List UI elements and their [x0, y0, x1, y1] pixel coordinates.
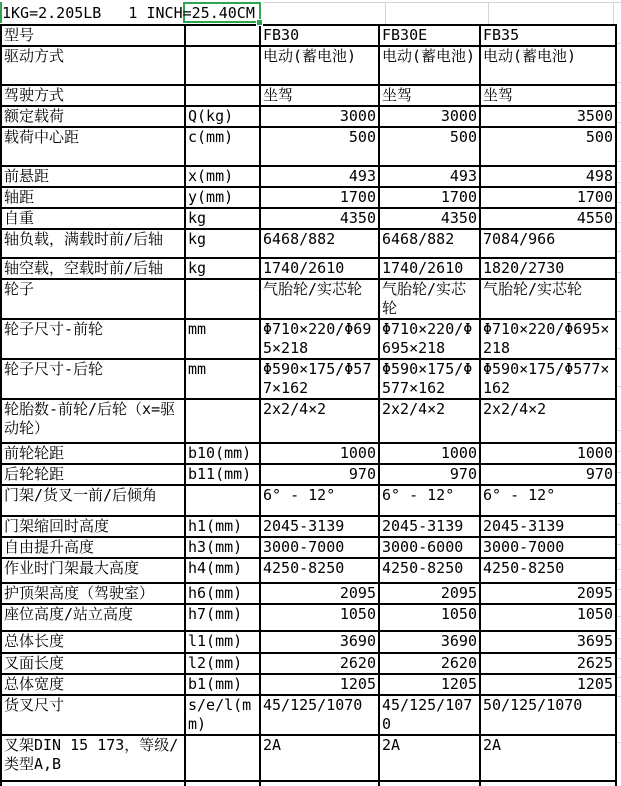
- cell-col-fb30e[interactable]: 4250-8250: [379, 558, 480, 583]
- cell-col-label[interactable]: 总体长度: [1, 631, 185, 653]
- table-row: [1, 208, 616, 229]
- sheet-gridline-v: [385, 2, 386, 24]
- table-row: [1, 604, 616, 631]
- cell-col-symbol[interactable]: [185, 279, 260, 319]
- cell-col-symbol[interactable]: x(mm): [185, 166, 260, 187]
- cell-col-fb30e[interactable]: 970: [379, 464, 480, 485]
- cell-col-label[interactable]: 自重: [1, 208, 185, 229]
- table-row: [1, 583, 616, 604]
- cell-col-fb30e[interactable]: FB30E: [379, 25, 480, 46]
- cell-col-fb30[interactable]: 2x2/4×2: [260, 399, 379, 443]
- cell-col-symbol[interactable]: s/e/l(mm): [185, 695, 260, 735]
- table-row: [1, 229, 616, 258]
- cell-col-symbol[interactable]: c(mm): [185, 127, 260, 166]
- cell-col-symbol[interactable]: b11(mm): [185, 464, 260, 485]
- cell-col-label[interactable]: 座位高度/站立高度: [1, 604, 185, 631]
- cell-col-fb30[interactable]: 3690: [260, 631, 379, 653]
- cell-col-fb30[interactable]: 1700: [260, 187, 379, 208]
- cell-col-fb35[interactable]: 1050: [480, 604, 616, 631]
- table-row: [1, 106, 616, 127]
- cell-col-label[interactable]: 驱动方式: [1, 46, 185, 85]
- cell-col-label[interactable]: 型号: [1, 25, 185, 46]
- cell-col-label[interactable]: 叉面长度: [1, 653, 185, 674]
- table-row: [1, 464, 616, 485]
- cell-col-fb30[interactable]: FB30: [260, 25, 379, 46]
- cell-col-fb30[interactable]: 4350: [260, 208, 379, 229]
- table-row: [1, 674, 616, 695]
- table-row: [1, 258, 616, 279]
- cell-col-fb30e[interactable]: 6468/882: [379, 229, 480, 258]
- cell-col-fb35[interactable]: 2625: [480, 653, 616, 674]
- cell-col-fb35[interactable]: 50/125/1070: [480, 695, 616, 735]
- cell-col-symbol[interactable]: h7(mm): [185, 604, 260, 631]
- cell-col-symbol[interactable]: h1(mm): [185, 516, 260, 537]
- table-row: [1, 359, 616, 399]
- cell-col-fb30[interactable]: Φ590×175/Φ577×162: [260, 359, 379, 399]
- cell-col-fb35[interactable]: 2x2/4×2: [480, 399, 616, 443]
- cell-col-fb30[interactable]: [260, 781, 379, 786]
- table-row: [1, 537, 616, 558]
- cell-col-fb30[interactable]: 500: [260, 127, 379, 166]
- cell-col-fb35[interactable]: 6° - 12°: [480, 485, 616, 516]
- cell-col-fb30[interactable]: 2A: [260, 735, 379, 781]
- cell-col-fb30e[interactable]: 6° - 12°: [379, 485, 480, 516]
- cell-col-fb35[interactable]: 2A: [480, 735, 616, 781]
- cell-col-label[interactable]: 叉架DIN 15 173，等级/类型A,B: [1, 735, 185, 781]
- cell-col-fb30e[interactable]: 2620: [379, 653, 480, 674]
- cell-col-fb30e[interactable]: 4350: [379, 208, 480, 229]
- cell-col-fb30[interactable]: 2095: [260, 583, 379, 604]
- cell-col-fb30e[interactable]: Φ590×175/Φ577×162: [379, 359, 480, 399]
- cell-col-fb35[interactable]: 1820/2730: [480, 258, 616, 279]
- cell-col-label[interactable]: 前悬距: [1, 166, 185, 187]
- cell-col-fb30[interactable]: Φ710×220/Φ695×218: [260, 319, 379, 359]
- cell-col-symbol[interactable]: b1(mm): [185, 674, 260, 695]
- cell-col-label[interactable]: 驾驶方式: [1, 85, 185, 106]
- cell-col-symbol[interactable]: kg: [185, 208, 260, 229]
- cell-col-fb30[interactable]: 2045-3139: [260, 516, 379, 537]
- cell-col-fb30e[interactable]: 45/125/1070: [379, 695, 480, 735]
- cell-col-symbol[interactable]: [185, 46, 260, 85]
- selection-fill-handle[interactable]: [256, 19, 263, 26]
- cell-col-fb35[interactable]: 气胎轮/实芯轮: [480, 279, 616, 319]
- cell-col-symbol[interactable]: mm: [185, 359, 260, 399]
- cell-col-fb30e[interactable]: 3690: [379, 631, 480, 653]
- table-row: [1, 735, 616, 781]
- cell-col-symbol[interactable]: l1(mm): [185, 631, 260, 653]
- cell-col-fb30[interactable]: 493: [260, 166, 379, 187]
- cell-col-fb30[interactable]: 气胎轮/实芯轮: [260, 279, 379, 319]
- sheet-gridline-v: [613, 2, 614, 24]
- cell-col-label[interactable]: 后轮轮距: [1, 464, 185, 485]
- cell-col-fb35[interactable]: 1000: [480, 443, 616, 464]
- cell-col-fb35[interactable]: Φ590×175/Φ577×162: [480, 359, 616, 399]
- cell-col-fb30e[interactable]: 1205: [379, 674, 480, 695]
- cell-col-label[interactable]: 总体宽度: [1, 674, 185, 695]
- cell-col-fb35[interactable]: 3500: [480, 106, 616, 127]
- cell-col-fb30e[interactable]: Φ710×220/Φ695×218: [379, 319, 480, 359]
- cell-col-fb35[interactable]: 498: [480, 166, 616, 187]
- table-row: [1, 85, 616, 106]
- cell-col-fb30e[interactable]: 1700: [379, 187, 480, 208]
- cell-col-fb30[interactable]: 6° - 12°: [260, 485, 379, 516]
- table-row: [1, 399, 616, 443]
- cell-col-symbol[interactable]: [185, 399, 260, 443]
- table-row: [1, 631, 616, 653]
- cell-col-label[interactable]: 门架缩回时高度: [1, 516, 185, 537]
- cell-col-fb30e[interactable]: 电动(蓄电池): [379, 46, 480, 85]
- cell-col-fb30[interactable]: 1000: [260, 443, 379, 464]
- cell-col-label[interactable]: 自由提升高度: [1, 537, 185, 558]
- cell-col-label[interactable]: [1, 781, 185, 786]
- cell-col-fb30e[interactable]: 3000: [379, 106, 480, 127]
- unit-conversion-note[interactable]: 1KG=2.205LB 1 INCH=25.40CM: [2, 4, 255, 22]
- cell-col-fb30e[interactable]: 2095: [379, 583, 480, 604]
- cell-col-symbol[interactable]: [185, 25, 260, 46]
- cell-col-fb35[interactable]: FB35: [480, 25, 616, 46]
- cell-col-fb30e[interactable]: 2045-3139: [379, 516, 480, 537]
- table-row: [1, 516, 616, 537]
- cell-col-symbol[interactable]: [185, 781, 260, 786]
- cell-col-symbol[interactable]: y(mm): [185, 187, 260, 208]
- cell-col-symbol[interactable]: h6(mm): [185, 583, 260, 604]
- cell-col-fb30[interactable]: 电动(蓄电池): [260, 46, 379, 85]
- spec-table: [0, 24, 617, 786]
- cell-col-fb35[interactable]: 7084/966: [480, 229, 616, 258]
- cell-col-label[interactable]: 轴距: [1, 187, 185, 208]
- table-row: [1, 443, 616, 464]
- cell-col-fb30e[interactable]: 气胎轮/实芯轮: [379, 279, 480, 319]
- cell-col-fb30e[interactable]: 1050: [379, 604, 480, 631]
- table-row: [1, 653, 616, 674]
- cell-col-fb35[interactable]: 1205: [480, 674, 616, 695]
- table-row: [1, 46, 616, 85]
- cell-col-fb30[interactable]: 1205: [260, 674, 379, 695]
- cell-col-fb30[interactable]: 坐驾: [260, 85, 379, 106]
- cell-col-fb30[interactable]: 6468/882: [260, 229, 379, 258]
- cell-col-symbol[interactable]: [185, 485, 260, 516]
- cell-col-fb30e[interactable]: 493: [379, 166, 480, 187]
- cell-col-symbol[interactable]: h3(mm): [185, 537, 260, 558]
- cell-col-label[interactable]: 轮胎数-前轮/后轮（x=驱动轮）: [1, 399, 185, 443]
- cell-col-fb30[interactable]: 3000-7000: [260, 537, 379, 558]
- cell-col-fb30[interactable]: 45/125/1070: [260, 695, 379, 735]
- cell-col-fb35[interactable]: 坐驾: [480, 85, 616, 106]
- table-row: [1, 279, 616, 319]
- cell-col-symbol[interactable]: [185, 735, 260, 781]
- cell-col-symbol[interactable]: l2(mm): [185, 653, 260, 674]
- cell-col-label[interactable]: 货叉尺寸: [1, 695, 185, 735]
- cell-col-label[interactable]: 轮子尺寸-后轮: [1, 359, 185, 399]
- cell-col-fb30[interactable]: 970: [260, 464, 379, 485]
- cell-col-fb35[interactable]: 2095: [480, 583, 616, 604]
- cell-col-fb30e[interactable]: 1000: [379, 443, 480, 464]
- cell-col-fb30[interactable]: 1740/2610: [260, 258, 379, 279]
- cell-col-label[interactable]: 轴空载，空载时前/后轴: [1, 258, 185, 279]
- cell-col-label[interactable]: 作业时门架最大高度: [1, 558, 185, 583]
- cell-col-fb35[interactable]: 3000-7000: [480, 537, 616, 558]
- cell-col-fb35[interactable]: 970: [480, 464, 616, 485]
- cell-col-fb35[interactable]: 2045-3139: [480, 516, 616, 537]
- cell-col-fb30e[interactable]: 500: [379, 127, 480, 166]
- cell-col-symbol[interactable]: h4(mm): [185, 558, 260, 583]
- cell-col-fb30[interactable]: 3000: [260, 106, 379, 127]
- cell-col-fb35[interactable]: 电动(蓄电池): [480, 46, 616, 85]
- cell-col-symbol[interactable]: mm: [185, 319, 260, 359]
- cell-col-fb30e[interactable]: 2A: [379, 735, 480, 781]
- table-row: [1, 25, 616, 46]
- table-row-cutoff: [1, 781, 616, 786]
- table-row: [1, 187, 616, 208]
- cell-col-fb35[interactable]: 4550: [480, 208, 616, 229]
- cell-col-label[interactable]: 护顶架高度（驾驶室）: [1, 583, 185, 604]
- cell-col-label[interactable]: 门架/货叉一前/后倾角: [1, 485, 185, 516]
- cell-col-label[interactable]: 轮子: [1, 279, 185, 319]
- cell-col-symbol[interactable]: [185, 85, 260, 106]
- cell-col-fb35[interactable]: [480, 781, 616, 786]
- cell-col-fb30[interactable]: 4250-8250: [260, 558, 379, 583]
- table-row: [1, 127, 616, 166]
- cell-col-fb30e[interactable]: 2x2/4×2: [379, 399, 480, 443]
- table-row: [1, 558, 616, 583]
- cell-col-fb35[interactable]: 1700: [480, 187, 616, 208]
- cell-col-fb30e[interactable]: [379, 781, 480, 786]
- cell-col-fb35[interactable]: Φ710×220/Φ695×218: [480, 319, 616, 359]
- cell-col-fb35[interactable]: 4250-8250: [480, 558, 616, 583]
- sheet-gridline-h: [263, 2, 621, 3]
- cell-col-symbol[interactable]: b10(mm): [185, 443, 260, 464]
- cell-col-label[interactable]: 轴负载，满载时前/后轴: [1, 229, 185, 258]
- cell-col-fb30[interactable]: 2620: [260, 653, 379, 674]
- cell-col-fb30e[interactable]: 坐驾: [379, 85, 480, 106]
- table-row: [1, 166, 616, 187]
- table-row: [1, 695, 616, 735]
- table-row: [1, 319, 616, 359]
- cell-col-fb35[interactable]: 500: [480, 127, 616, 166]
- cell-col-fb30[interactable]: 1050: [260, 604, 379, 631]
- cell-col-fb30e[interactable]: 3000-6000: [379, 537, 480, 558]
- cell-col-fb30e[interactable]: 1740/2610: [379, 258, 480, 279]
- cell-col-symbol[interactable]: kg: [185, 229, 260, 258]
- cell-col-label[interactable]: 轮子尺寸-前轮: [1, 319, 185, 359]
- cell-col-symbol[interactable]: Q(kg): [185, 106, 260, 127]
- cell-col-label[interactable]: 额定载荷: [1, 106, 185, 127]
- cell-col-fb35[interactable]: 3695: [480, 631, 616, 653]
- cell-col-symbol[interactable]: kg: [185, 258, 260, 279]
- cell-col-label[interactable]: 前轮轮距: [1, 443, 185, 464]
- cell-col-label[interactable]: 载荷中心距: [1, 127, 185, 166]
- sheet-gridline-v: [488, 2, 489, 24]
- table-row: [1, 485, 616, 516]
